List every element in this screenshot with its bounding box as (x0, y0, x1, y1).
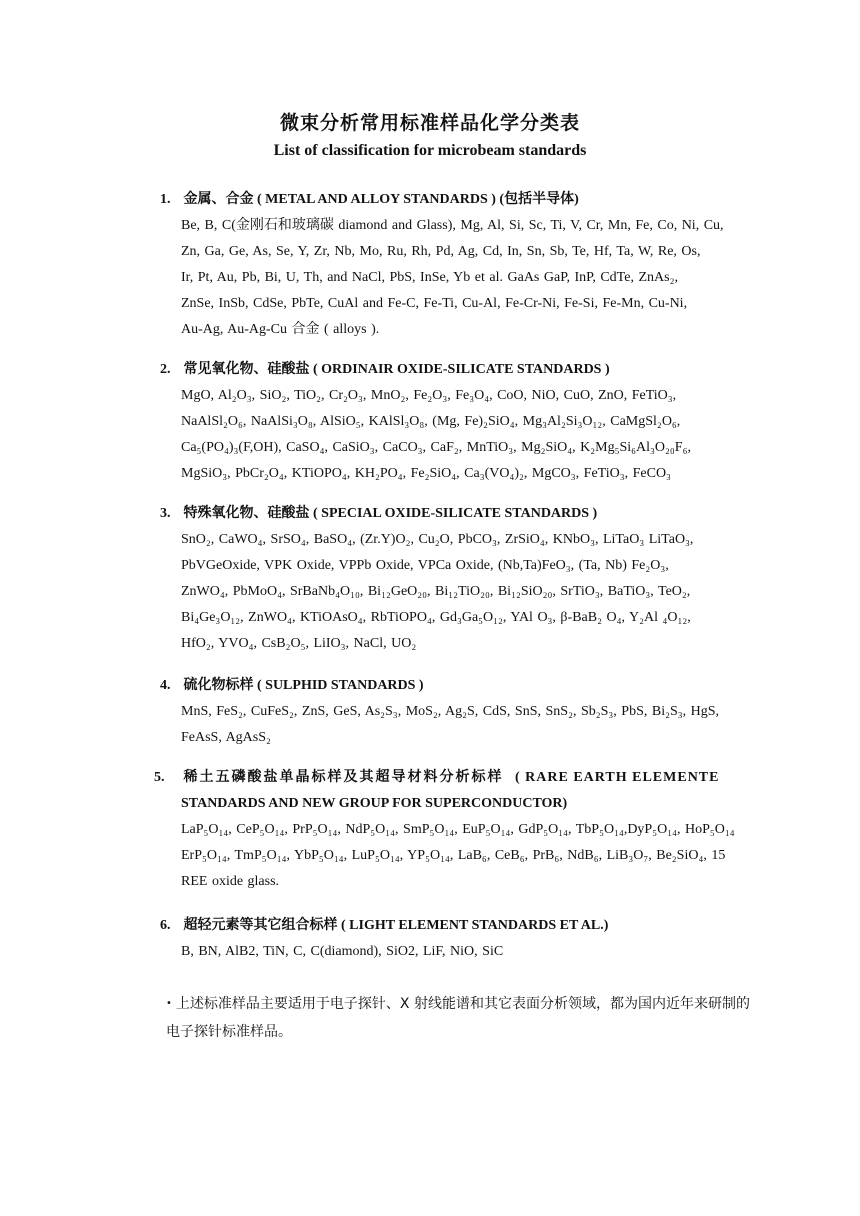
section-heading (160, 186, 752, 213)
section-title-en: ( SPECIAL OXIDE-SILICATE STANDARDS ) (313, 506, 598, 521)
body-line: B, BN, AlB2, TiN, C, C(diamond), SiO2, LiF, NiO, SiC (181, 944, 504, 959)
body-line: NaAlSl₂O₆, NaAlSi₃O₈, AlSiO₅, KAlSl₃O₈, (Mg, Fe)₂SiO₄, Mg₃Al₂Si₃O₁₂, CaMgSl₂O₆, (181, 414, 681, 429)
body-line: LaP₅O₁₄, CeP₅O₁₄, PrP₅O₁₄, NdP₅O₁₄, SmP₅O₁₄, EuP₅O₁₄, GdP₅O₁₄, TbP₅O₁₄,DyP₅O₁₄, HoP₅O₁₄ (181, 822, 735, 837)
section-body (181, 213, 752, 343)
body-line: Au-Ag, Au-Ag-Cu 合金 ( alloys ). (181, 322, 380, 337)
section-light-element (160, 912, 752, 965)
section-body (181, 527, 752, 657)
body-line: Ir, Pt, Au, Pb, Bi, U, Th, and NaCl, PbS, InSe, Yb et al. GaAs GaP, InP, CdTe, ZnAs₂, (181, 270, 678, 285)
section-title-cn: 金属、合金 (183, 191, 254, 207)
body-line: MgO, Al₂O₃, SiO₂, TiO₂, Cr₂O₃, MnO₂, Fe₂O₃, Fe₃O₄, CoO, NiO, CuO, ZnO, FeTiO₃, (181, 388, 677, 403)
section-special-oxide (160, 500, 752, 657)
section-heading (160, 356, 752, 383)
section-title-en: ( SULPHID STANDARDS ) (257, 678, 424, 693)
section-number: 1. (160, 192, 171, 207)
body-line: ZnWO₄, PbMoO₄, SrBaNb₄O₁₀, Bi₁₂GeO₂₀, Bi₁₂TiO₂₀, Bi₁₂SiO₂₀, SrTiO₃, BaTiO₃, TeO₂, (181, 584, 691, 599)
body-line: HfO₂, YVO₄, CsB₂O₅, LiIO₃, NaCl, UO₂ (181, 636, 417, 651)
section-title-en: ( ORDINAIR OXIDE-SILICATE STANDARDS ) (313, 362, 610, 377)
footnote (166, 990, 756, 1046)
page-title-chinese: 微束分析常用标准样品化学分类表 (279, 112, 580, 134)
section-title-cn: 常见氧化物、硅酸盐 (183, 361, 310, 377)
body-line: Bi₄Ge₃O₁₂, ZnWO₄, KTiOAsO₄, RbTiOPO₄, Gd₃Ga₅O₁₂, YAl O₃, β-BaB₂ O₄, Y₂Al ₄O₁₂, (181, 610, 691, 625)
page-title-english: List of classification for microbeam standards (273, 142, 587, 159)
section-body (181, 699, 752, 751)
bullet-icon: • (166, 998, 172, 1009)
section-number: 2. (160, 362, 171, 377)
body-line: Ca₅(PO₄)₃(F,OH), CaSO₄, CaSiO₃, CaCO₃, CaF₂, MnTiO₃, Mg₂SiO₄, K₂Mg₅Si₆Al₃O₂₀F₆, (181, 440, 691, 455)
section-metal-alloy (160, 186, 752, 343)
footnote-text: 上述标准样品主要适用于电子探针、X 射线能谱和其它表面分析领域，都为国内近年来研制的电子探针标准样品。 (166, 996, 750, 1040)
body-line: PbVGeOxide, VPK Oxide, VPPb Oxide, VPCa Oxide, (Nb,Ta)FeO₃, (Ta, Nb) Fe₂O₃, (181, 558, 669, 573)
section-number: 3. (160, 506, 171, 521)
section-heading (154, 764, 752, 817)
body-line: FeAsS, AgAsS₂ (181, 730, 271, 745)
section-title-en: ( RARE EARTH ELEMENTE (515, 770, 720, 785)
section-title-en: ( LIGHT ELEMENT STANDARDS ET AL.) (341, 918, 609, 933)
section-title-cn: 稀土五磷酸盐单晶标样及其超导材料分析标样 (183, 769, 504, 785)
section-title-cn: 特殊氧化物、硅酸盐 (183, 505, 310, 521)
section-title-en-continued: STANDARDS AND NEW GROUP FOR SUPERCONDUCTOR) (181, 796, 568, 811)
section-number: 5. (154, 770, 165, 785)
section-ordinary-oxide (160, 356, 752, 487)
section-number: 6. (160, 918, 171, 933)
body-line: MgSiO₃, PbCr₂O₄, KTiOPO₄, KH₂PO₄, Fe₂SiO₄, Ca₃(VO₄)₂, MgCO₃, FeTiO₃, FeCO₃ (181, 466, 671, 481)
section-title-cn: 超轻元素等其它组合标样 (183, 917, 338, 933)
body-line: ErP₅O₁₄, TmP₅O₁₄, YbP₅O₁₄, LuP₅O₁₄, YP₅O₁₄, LaB₆, CeB₆, PrB₆, NdB₆, LiB₃O₇, Be₂SiO₄, 15 (181, 848, 726, 863)
section-title-en: ( METAL AND ALLOY STANDARDS ) (包括半导体) (257, 192, 579, 207)
section-body (181, 939, 752, 965)
body-line: Zn, Ga, Ge, As, Se, Y, Zr, Nb, Mo, Ru, Rh, Pd, Ag, Cd, In, Sn, Sb, Te, Hf, Ta, W, Re, Os, (181, 244, 701, 259)
body-line: MnS, FeS₂, CuFeS₂, ZnS, GeS, As₂S₃, MoS₂, Ag₂S, CdS, SnS, SnS₂, Sb₂S₃, PbS, Bi₂S₃, HgS, (181, 704, 720, 719)
section-heading (160, 500, 752, 527)
body-line: REE oxide glass. (181, 874, 280, 889)
section-title-cn: 硫化物标样 (183, 677, 254, 693)
section-heading (160, 912, 752, 939)
section-heading (160, 672, 752, 699)
section-number: 4. (160, 678, 171, 693)
section-sulphide (160, 672, 752, 751)
body-line: SnO₂, CaWO₄, SrSO₄, BaSO₄, (Zr.Y)O₂, Cu₂O, PbCO₃, ZrSiO₄, KNbO₃, LiTaO₃ LiTaO₃, (181, 532, 694, 547)
section-body (181, 817, 752, 895)
section-body (181, 383, 752, 487)
body-line: Be, B, C(金刚石和玻璃碳 diamond and Glass), Mg, Al, Si, Sc, Ti, V, Cr, Mn, Fe, Co, Ni, Cu, (181, 218, 724, 233)
section-rare-earth (154, 764, 752, 895)
body-line: ZnSe, InSb, CdSe, PbTe, CuAl and Fe-C, Fe-Ti, Cu-Al, Fe-Cr-Ni, Fe-Si, Fe-Mn, Cu-Ni, (181, 296, 688, 311)
